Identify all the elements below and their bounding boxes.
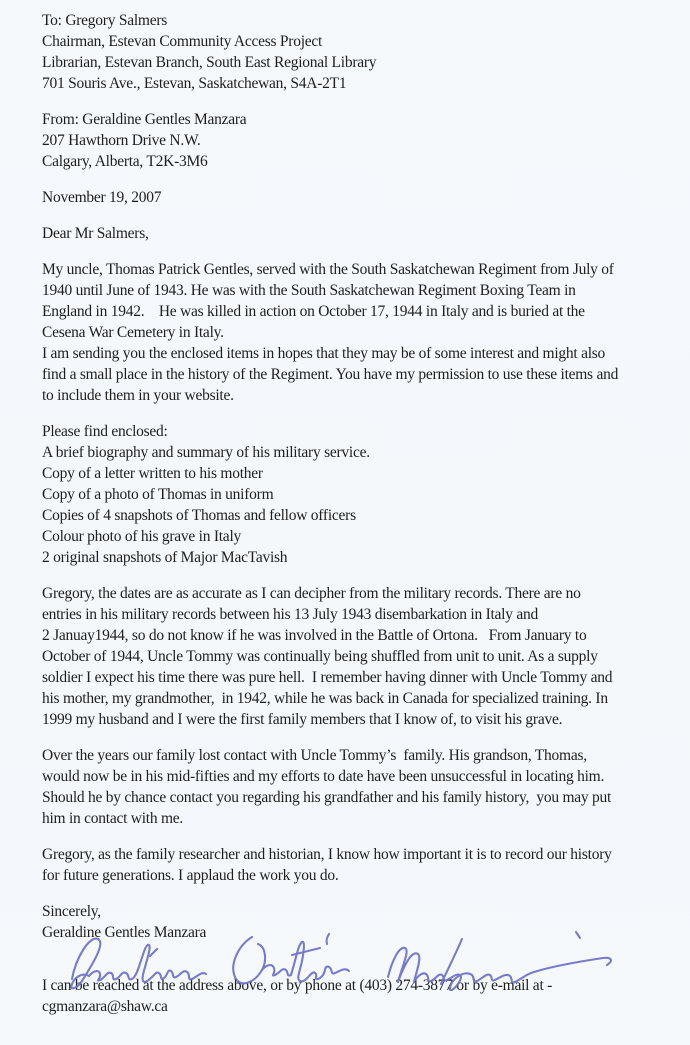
- recipient-line: To: Gregory Salmers: [42, 12, 168, 29]
- body-line: 2 Januay1944, so do not know if he was involved in the Battle of Ortona. From January to: [42, 627, 587, 644]
- body-line: find a small place in the history of the Regiment. You have my permission to use these items and: [42, 366, 619, 383]
- body-line: entries in his military records between his 13 July 1943 disembarkation in Italy and: [42, 606, 538, 623]
- enclosures-heading: Please find enclosed:: [42, 423, 168, 440]
- paragraph-service: [42, 259, 672, 406]
- salutation-line: Dear Mr Salmers,: [42, 225, 149, 242]
- footer-line: I can be reached at the address above, or by phone at (403) 274-3877 or by e-mail at -: [42, 977, 553, 994]
- body-line: Should he by chance contact you regarding his grandfather and his family history, you may put: [42, 789, 612, 806]
- recipient-block: [42, 10, 672, 94]
- date-block: [42, 187, 672, 208]
- body-line: England in 1942. He was killed in action on October 17, 1944 in Italy and is buried at the: [42, 303, 585, 320]
- body-line: 1999 my husband and I were the first family members that I know of, to visit his grave.: [42, 711, 563, 728]
- enclosures-block: [42, 421, 672, 568]
- sender-block: [42, 109, 672, 172]
- sender-line: From: Geraldine Gentles Manzara: [42, 111, 247, 128]
- enclosure-item: Colour photo of his grave in Italy: [42, 528, 241, 545]
- body-line: I am sending you the enclosed items in hopes that they may be of some interest and might also: [42, 345, 606, 362]
- handwritten-signature: [56, 929, 631, 991]
- body-line: his mother, my grandmother, in 1942, while he was back in Canada for specialized training. In: [42, 690, 608, 707]
- closing-line: Sincerely,: [42, 903, 101, 920]
- enclosure-item: A brief biography and summary of his military service.: [42, 444, 370, 461]
- recipient-line: Librarian, Estevan Branch, South East Regional Library: [42, 54, 377, 71]
- paragraph-history: [42, 844, 672, 886]
- closing-line: Geraldine Gentles Manzara: [42, 924, 207, 941]
- body-line: 1940 until June of 1943. He was with the South Saskatchewan Regiment Boxing Team in: [42, 282, 576, 299]
- body-line: Gregory, the dates are as accurate as I can decipher from the military records. There are no: [42, 585, 581, 602]
- paragraph-contact: [42, 745, 672, 829]
- body-line: Over the years our family lost contact with Uncle Tommy’s family. His grandson, Thomas,: [42, 747, 587, 764]
- body-line: Cesena War Cemetery in Italy.: [42, 324, 224, 341]
- body-line: to include them in your website.: [42, 387, 234, 404]
- enclosure-item: Copy of a letter written to his mother: [42, 465, 263, 482]
- enclosure-item: Copy of a photo of Thomas in uniform: [42, 486, 274, 503]
- date-line: November 19, 2007: [42, 189, 162, 206]
- paragraph-records: [42, 583, 672, 730]
- body-line: October of 1944, Uncle Tommy was continually being shuffled from unit to unit. As a supply: [42, 648, 598, 665]
- recipient-line: Chairman, Estevan Community Access Project: [42, 33, 323, 50]
- salutation-block: [42, 223, 672, 244]
- sender-line: Calgary, Alberta, T2K-3M6: [42, 153, 208, 170]
- body-line: soldier I expect his time there was pure hell. I remember having dinner with Uncle Tommy and: [42, 669, 613, 686]
- body-line: Gregory, as the family researcher and historian, I know how important it is to record our history: [42, 846, 612, 863]
- enclosure-item: 2 original snapshots of Major MacTavish: [42, 549, 288, 566]
- body-line: My uncle, Thomas Patrick Gentles, served with the South Saskatchewan Regiment from July of: [42, 261, 614, 278]
- sender-line: 207 Hawthorn Drive N.W.: [42, 132, 201, 149]
- footer-line: cgmanzara@shaw.ca: [42, 998, 168, 1015]
- enclosure-item: Copies of 4 snapshots of Thomas and fellow officers: [42, 507, 356, 524]
- body-line: for future generations. I applaud the work you do.: [42, 867, 339, 884]
- recipient-line: 701 Souris Ave., Estevan, Saskatchewan, S4A-2T1: [42, 75, 347, 92]
- body-line: him in contact with me.: [42, 810, 184, 827]
- body-line: would now be in his mid-fifties and my efforts to date have been unsuccessful in locating him.: [42, 768, 605, 785]
